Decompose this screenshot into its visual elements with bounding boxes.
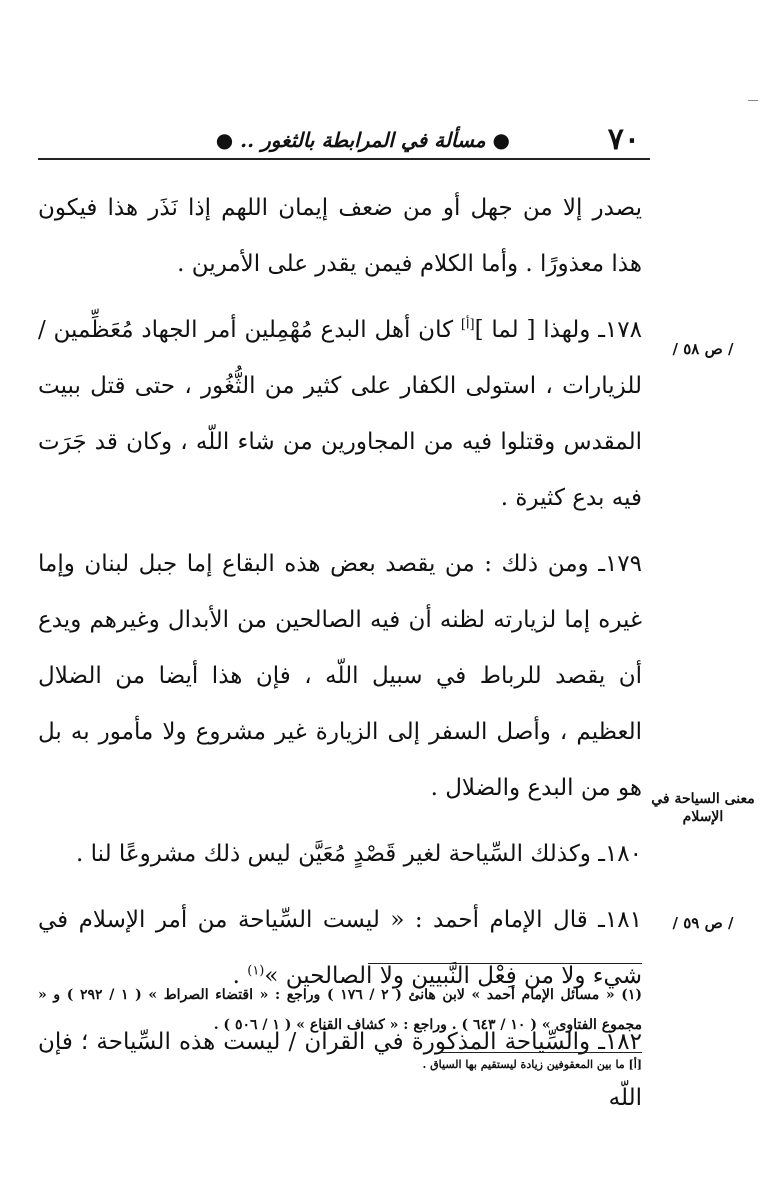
- footnote-divider: [368, 963, 642, 964]
- paragraph-178-rest: كان أهل البدع مُهْمِلين أمر الجهاد مُعَظِّمين / للزيارات ، استولى الكفار على كثير من الثُّغُور ، حتى قتل ببيت المقدس وقتلوا فيه من المجاورين من شاء اللّه ، وكان قد جَرَت فيه بدع كثيرة .: [38, 317, 642, 511]
- page-header: [38, 118, 650, 160]
- paragraph-181-end: .: [232, 963, 248, 989]
- editor-note-ref: [أ]: [460, 317, 475, 333]
- paragraph-182: ١٨٢ـ والسِّياحة المذكورة في القرآن / ليست هذه السِّياحة ؛ فإن اللّه: [38, 1029, 642, 1111]
- running-title: ● مسألة في المرابطة بالثغور .. ●: [215, 128, 510, 152]
- paragraph-181-start: ١٨١ـ قال الإمام أحمد : « ليست السِّياحة من أمر الإسلام في شيء ولا من فِعْل النَّبيين ولا الصالحين »: [38, 907, 642, 989]
- margin-topic-note: معنى السياحة في الإسلام: [651, 791, 755, 825]
- editor-note-divider: [440, 1052, 642, 1053]
- margin-page-ref-59: / ص ٥٩ /: [672, 914, 734, 932]
- edge-mark: [748, 100, 758, 101]
- paragraph-178: [38, 302, 642, 526]
- page-number: ٧٠: [607, 122, 640, 157]
- paragraph-intro: يصدر إلا من جهل أو من ضعف إيمان اللهم إذا نَذَر هذا فيكون هذا معذورًا . وأما الكلام فيمن يقدر على الأمرين .: [38, 195, 642, 277]
- margin-page-ref-58: / ص ٥٨ /: [672, 340, 734, 358]
- editor-note: [أ] ما بين المعقوفين زيادة ليستقيم بها السياق .: [422, 1058, 642, 1071]
- paragraph-178-start: ١٧٨ـ ولهذا [ لما ]: [474, 317, 643, 343]
- paragraph-180: ١٨٠ـ وكذلك السِّياحة لغير قَصْدٍ مُعَيَّن ليس ذلك مشروعًا لنا .: [76, 841, 642, 867]
- footnote-1: (١) « مسائل الإمام أحمد » لابن هانئ ( ٢ / ١٧٦ ) وراجع : « اقتضاء الصراط » ( ١ / ٢٩٢ ) و « مجموع الفتاوى » ( ١٠ / ٦٤٣ ) . وراجع : « كشاف القناع » ( ١ / ٥٠٦ ) .: [38, 987, 642, 1033]
- paragraph-179: ١٧٩ـ ومن ذلك : من يقصد بعض هذه البقاع إما جبل لبنان وإما غيره إما لزيارته لظنه أن فيه الصالحين من الأبدال وغيرهم ويدع أن يقصد للرباط في سبيل اللّه ، فإن هذا أيضا من الضلال العظيم ، وأصل السفر إلى الزيارة غير مشروع ولا مأمور به بل هو من البدع والضلال .: [38, 551, 642, 801]
- footnote-ref-1: (١): [247, 963, 265, 979]
